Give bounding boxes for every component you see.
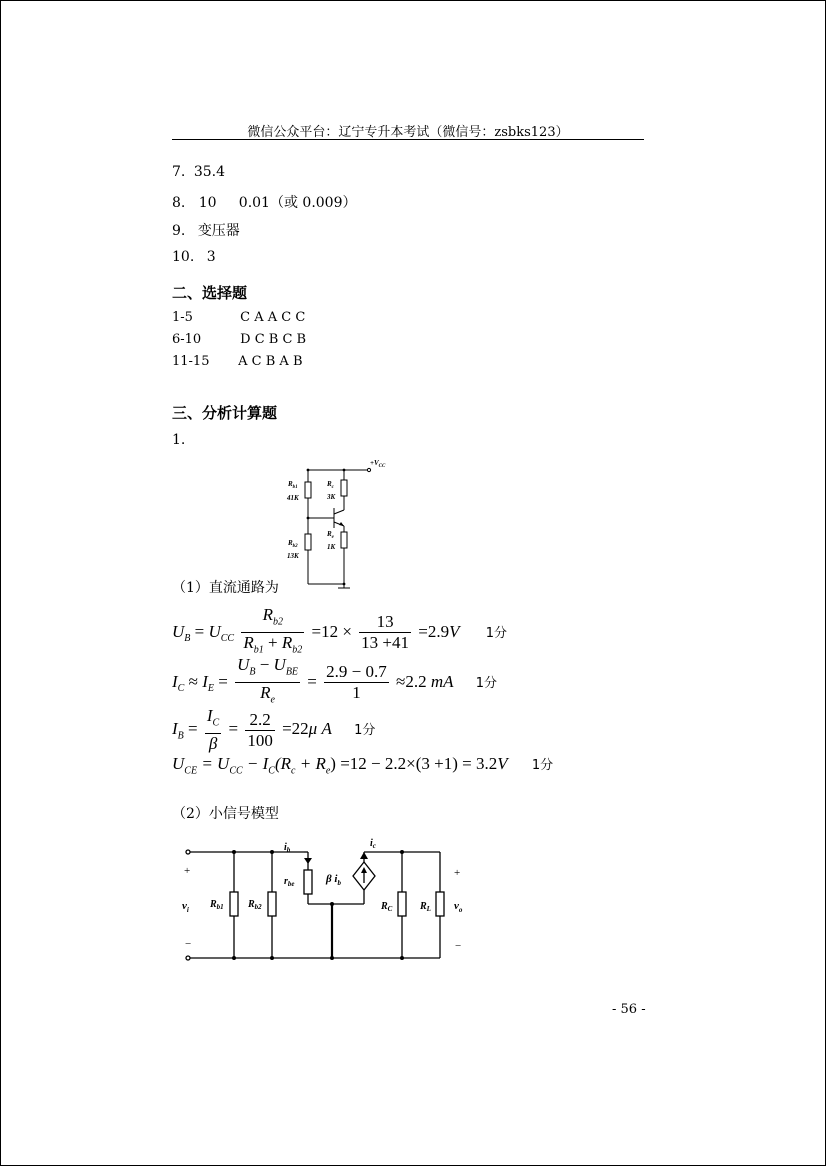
equation-ub: $U_B = U_{CC}$ $\frac{R_{b2}}{R_{b1} + R_{b2}}$ =12 × $\frac{13}{13 +41}$ =2.9V 1分 — [172, 605, 507, 661]
eq-sub: C — [212, 717, 220, 729]
eq-symbol: I — [206, 706, 213, 725]
rb2-label-sub: b2 — [292, 544, 298, 549]
fraction-values — [245, 710, 275, 751]
eq-symbol: U — [208, 621, 221, 641]
svg-text:+VCC — [370, 459, 386, 469]
vo-label-sub: o — [458, 906, 463, 914]
choice-range: 11-15 — [172, 354, 210, 369]
svg-text:RL — [419, 901, 431, 913]
svg-text:Rb1 — [209, 899, 224, 911]
svg-text:rbe — [284, 876, 295, 888]
eq-value: 100 — [247, 730, 273, 750]
eq-symbol: R — [243, 633, 254, 653]
answer-number: 10. — [172, 249, 195, 265]
score-label: 1分 — [354, 723, 376, 739]
input-minus: − — [185, 938, 192, 950]
fraction-ic-beta — [205, 706, 221, 754]
svg-text:Re — [326, 530, 335, 540]
ib-label: i — [284, 842, 287, 853]
rl-label-sub: L — [426, 905, 431, 913]
eq-sub: CC — [229, 765, 243, 777]
input-plus: + — [184, 865, 191, 877]
eq-symbol: R — [260, 683, 271, 703]
equation-uce — [172, 754, 553, 776]
eq-text: + R — [295, 754, 326, 773]
small-signal-label: （2）小信号模型 — [172, 806, 279, 822]
fraction-values — [359, 612, 411, 653]
rb1-label: R — [288, 480, 293, 488]
ic-label-sub: c — [372, 842, 376, 850]
eq-sub: CE — [184, 765, 198, 777]
svg-text:RC — [380, 901, 393, 913]
eq-symbol: U — [172, 754, 185, 773]
score-label: 1分 — [531, 758, 554, 773]
rb2-label: R — [248, 899, 255, 910]
rb2-label-sub: b2 — [254, 903, 262, 911]
eq-result: =22 — [277, 719, 309, 739]
eq-symbol: R — [281, 633, 293, 653]
small-signal-circuit — [178, 834, 478, 964]
ic-label: i — [370, 838, 373, 849]
answer-7 — [172, 164, 225, 180]
answer-text: 35.4 — [193, 164, 225, 180]
svg-text:ib — [284, 842, 291, 854]
beta-ib-label: β i — [326, 873, 338, 885]
svg-text:Rb1 — [287, 480, 298, 490]
svg-text:Rb2 — [287, 539, 298, 549]
eq-unit: V — [497, 754, 508, 773]
page-header: 微信公众平台：辽宁专升本考试（微信号：zsbks123） — [247, 125, 569, 140]
eq-operator: ≈ — [184, 671, 203, 691]
rb2-label: R — [288, 539, 293, 547]
output-plus: + — [454, 867, 461, 879]
fraction-rb — [241, 605, 304, 661]
rbe-label-sub: be — [287, 880, 295, 888]
eq-sub: C — [177, 683, 185, 695]
choice-range: 6-10 — [172, 332, 202, 347]
eq-symbol: R — [262, 605, 273, 624]
svg-text:Rb2 — [247, 899, 262, 911]
fraction-ub-ube — [235, 655, 300, 711]
answer-9 — [172, 220, 240, 240]
rc-label-sub: c — [331, 485, 334, 490]
fraction-values — [324, 662, 389, 703]
score-label: 1分 — [485, 625, 508, 641]
ib-label-sub: b — [286, 846, 291, 854]
beta-ib-label-sub: b — [337, 879, 341, 887]
eq-value: 1 — [352, 683, 361, 703]
vo-label: v — [454, 900, 459, 912]
eq-result: =2.9 — [414, 621, 450, 641]
eq-text: − I — [242, 754, 269, 773]
choice-range: 1-5 — [172, 310, 193, 325]
eq-symbol: β — [208, 734, 218, 754]
rb1-value: 41K — [287, 494, 299, 502]
eq-operator: + — [263, 633, 282, 653]
eq-value: 2.9 − 0.7 — [326, 662, 387, 682]
svg-text:vi — [182, 900, 189, 914]
vi-label-sub: i — [186, 906, 189, 914]
eq-symbol: U — [273, 655, 286, 674]
eq-sub: B — [177, 730, 184, 742]
section-3-title: 三、分析计算题 — [172, 404, 278, 422]
score-label: 1分 — [475, 675, 498, 691]
eq-text: = U — [197, 754, 230, 773]
eq-symbol: I — [172, 719, 178, 739]
eq-text: (R — [274, 754, 292, 773]
svg-text:vo — [454, 900, 463, 914]
eq-sub: C — [268, 765, 275, 777]
eq-text: ) =12 − 2.2×(3 +1) = 3.2 — [330, 754, 498, 773]
rb1-label: R — [210, 899, 217, 910]
eq-value: 2.2 — [245, 710, 275, 731]
eq-sub: c — [291, 765, 296, 777]
answer-8 — [172, 192, 357, 212]
question-1-number: 1. — [172, 432, 186, 448]
answer-number: 9. — [172, 223, 186, 239]
answer-number: 8. — [172, 195, 186, 211]
re-label-sub: e — [331, 535, 334, 540]
eq-sub: BE — [285, 666, 299, 678]
rl-label: R — [420, 901, 427, 912]
vcc-label-sub: CC — [378, 464, 386, 469]
eq-operator: − — [255, 655, 274, 674]
eq-text: =12 × — [307, 621, 352, 641]
rbe-label: r — [284, 876, 288, 887]
output-minus: − — [455, 940, 462, 952]
svg-text:Rc — [326, 480, 335, 490]
eq-value: 13 — [359, 612, 411, 633]
eq-sub: b1 — [253, 644, 264, 656]
eq-symbol: U — [172, 621, 185, 641]
vcc-label: +V — [370, 459, 379, 467]
eq-unit: μ A — [308, 719, 332, 739]
eq-sub: e — [325, 765, 331, 777]
eq-value: 13 +41 — [361, 633, 410, 653]
re-value: 1K — [327, 543, 336, 551]
choice-answers: D C B C B — [240, 332, 307, 347]
choice-row — [172, 310, 305, 325]
eq-sub: E — [207, 683, 214, 695]
eq-result: ≈2.2 — [391, 671, 431, 691]
eq-sub: b2 — [272, 616, 283, 628]
choice-row — [172, 332, 306, 347]
eq-sub: e — [270, 694, 275, 706]
choice-row — [172, 354, 303, 369]
svg-text:ic — [370, 838, 376, 850]
eq-symbol: I — [202, 671, 208, 691]
dc-path-label: （1）直流通路为 — [172, 580, 279, 596]
rb1-label-sub: b1 — [216, 903, 224, 911]
eq-sub: CC — [220, 633, 235, 645]
svg-text:β ib — [325, 873, 341, 887]
eq-symbol: U — [237, 655, 250, 674]
rb1-label-sub: b1 — [292, 485, 298, 490]
equation-ic: $I_C \approx I_E$ = $\frac{U_B - U_{BE}}{R_e}$ = $\frac{2.9 - 0.7}{1}$ ≈2.2 mA 1分 — [172, 655, 497, 711]
header-rule — [172, 139, 644, 140]
rc-label-sub: C — [387, 905, 393, 913]
eq-symbol: I — [172, 671, 178, 691]
dc-path-circuit — [282, 456, 394, 592]
answer-number: 7. — [172, 164, 186, 180]
eq-unit: V — [449, 621, 460, 641]
rc-label: R — [381, 901, 388, 912]
rb2-value: 13K — [287, 552, 299, 560]
eq-sub: b2 — [292, 644, 303, 656]
rc-value: 3K — [327, 493, 336, 501]
choice-answers: C A A C C — [240, 310, 306, 325]
answer-text: 3 — [206, 249, 216, 265]
eq-sub: B — [249, 666, 256, 678]
answer-10 — [172, 249, 216, 265]
eq-unit: mA — [430, 671, 454, 691]
eq-sub: B — [184, 633, 191, 645]
answer-text: 10 0.01（或 0.009） — [198, 195, 357, 211]
page-number: - 56 - — [612, 1002, 646, 1017]
equation-ib: $I_B$ = $\frac{I_C}{\beta}$ = $\frac{2.2}{100}$ =22μ A 1分 — [172, 706, 376, 754]
vi-label: v — [182, 900, 187, 912]
rc-label: R — [327, 480, 332, 488]
answer-text: 变压器 — [197, 223, 240, 239]
choice-answers: A C B A B — [238, 354, 303, 369]
section-2-title: 二、选择题 — [172, 284, 248, 302]
re-label: R — [327, 530, 332, 538]
